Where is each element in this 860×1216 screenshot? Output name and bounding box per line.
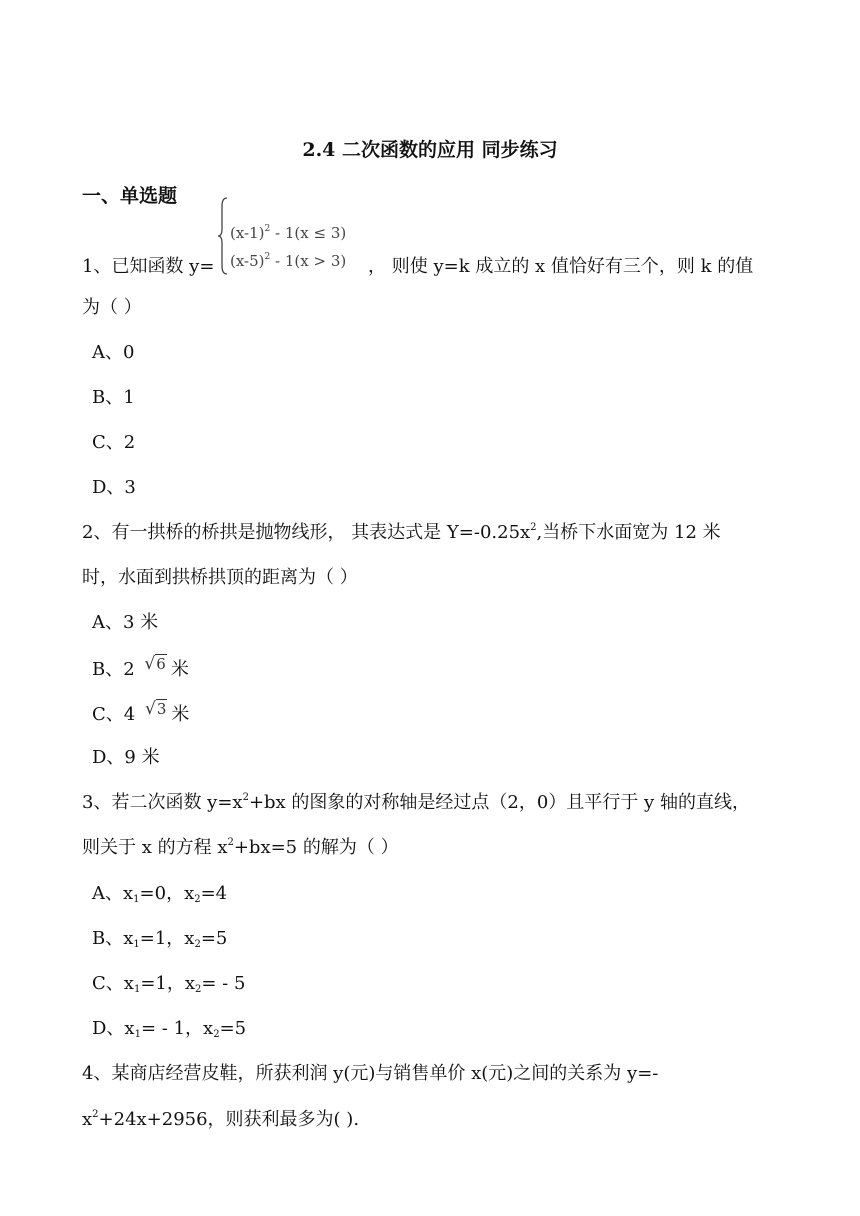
opt-value-2: =4	[200, 883, 228, 904]
opt-sub-1: 1	[134, 1029, 141, 1040]
q3-option-a	[92, 882, 227, 906]
brace-icon	[218, 196, 228, 276]
opt-label: B、x	[92, 928, 134, 949]
q3-option-c	[92, 972, 245, 996]
opt-value-1: =1，x	[140, 973, 195, 994]
q2-option-c-label: C、4	[92, 704, 136, 725]
q4-exp: 2	[92, 1109, 99, 1120]
piece-2-base: (x-5)	[230, 252, 265, 270]
q2-option-b-label: B、2	[92, 659, 135, 680]
opt-sub-2: 2	[195, 984, 202, 995]
q3-stem-2b: +bx=5 的解为（ ）	[233, 837, 399, 858]
q3-stem-2a: 则关于 x 的方程 x	[82, 837, 228, 858]
piece-1-base: (x-1)	[230, 224, 265, 242]
q3-option-b	[92, 927, 227, 951]
opt-value-2: =5	[219, 1018, 247, 1039]
q2-option-a: A、3 米	[92, 612, 159, 633]
piece-case-1	[230, 224, 346, 242]
q3-stem	[82, 791, 750, 815]
q1-stem-2: 为（ ）	[82, 297, 142, 318]
opt-sub-2: 2	[194, 939, 201, 950]
piecewise-formula	[218, 196, 368, 276]
q1-option-c: C、2	[92, 432, 136, 453]
q2-option-c	[92, 699, 190, 727]
sqrt-argument: 6	[156, 655, 166, 673]
piece-2-exp: 2	[264, 252, 271, 262]
opt-sub-1: 1	[133, 984, 141, 995]
q3-stem-a: 3、若二次函数 y=x	[82, 792, 243, 813]
q2-stem-b: ,当桥下水面宽为 12 米	[536, 522, 721, 543]
q1-option-d: D、3	[92, 477, 136, 498]
sqrt-argument: 3	[156, 700, 167, 718]
q1-stem: ， 则使 y=k 成立的 x 值恰好有三个，则 k 的值	[368, 256, 754, 277]
opt-value-2: =5	[200, 928, 228, 949]
opt-label: C、x	[92, 973, 134, 994]
q2-stem-2: 时，水面到拱桥拱顶的距离为（ ）	[82, 567, 358, 588]
opt-sub-1: 1	[133, 894, 140, 905]
opt-label: A、x	[92, 883, 134, 904]
q2-stem-a: 2、有一拱桥的桥拱是抛物线形， 其表达式是 Y=-0.25x	[82, 522, 531, 543]
q3-exp: 2	[242, 792, 249, 803]
opt-value-2: = - 5	[201, 973, 246, 994]
q2-stem	[82, 521, 721, 545]
piece-2-tail: - 1(x > 3)	[270, 252, 347, 270]
q4-stem-2	[82, 1108, 359, 1132]
opt-sub-1: 1	[133, 939, 140, 950]
q3-exp-2: 2	[227, 837, 234, 848]
q4-stem: 4、某商店经营皮鞋，所获利润 y(元)与销售单价 x(元)之间的关系为 y=-	[82, 1063, 659, 1084]
q4-stem-2b: +24x+2956，则获利最多为( ).	[98, 1109, 360, 1130]
sqrt-icon: √3	[144, 699, 167, 719]
q3-option-d	[92, 1017, 246, 1041]
q1-prefix: 1、已知函数 y=	[82, 256, 215, 277]
q4-stem-2a: x	[82, 1109, 93, 1130]
sqrt-icon: √6	[144, 654, 166, 674]
opt-sub-2: 2	[213, 1029, 220, 1040]
q2-option-b	[92, 654, 189, 682]
opt-value-1: = - 1，x	[140, 1018, 214, 1039]
q2-exp: 2	[530, 522, 537, 533]
opt-value-1: =1，x	[139, 928, 195, 949]
q2-option-c-unit: 米	[171, 704, 190, 725]
q2-option-b-unit: 米	[170, 659, 189, 680]
page-title: 2.4 二次函数的应用 同步练习	[302, 139, 558, 161]
section-heading: 一、单选题	[82, 185, 178, 207]
piece-1-tail: - 1(x ≤ 3)	[270, 224, 347, 242]
opt-value-1: =0，x	[139, 883, 195, 904]
q3-stem-2	[82, 836, 399, 860]
opt-sub-2: 2	[194, 894, 201, 905]
q1-option-a: A、0	[92, 342, 135, 363]
q3-stem-b: +bx 的图象的对称轴是经过点（2，0）且平行于 y 轴的直线，	[248, 792, 750, 813]
q1-option-b: B、1	[92, 387, 135, 408]
opt-label: D、x	[92, 1018, 135, 1039]
piece-case-2	[230, 252, 346, 270]
piece-1-exp: 2	[264, 224, 271, 234]
q2-option-d: D、9 米	[92, 747, 160, 768]
